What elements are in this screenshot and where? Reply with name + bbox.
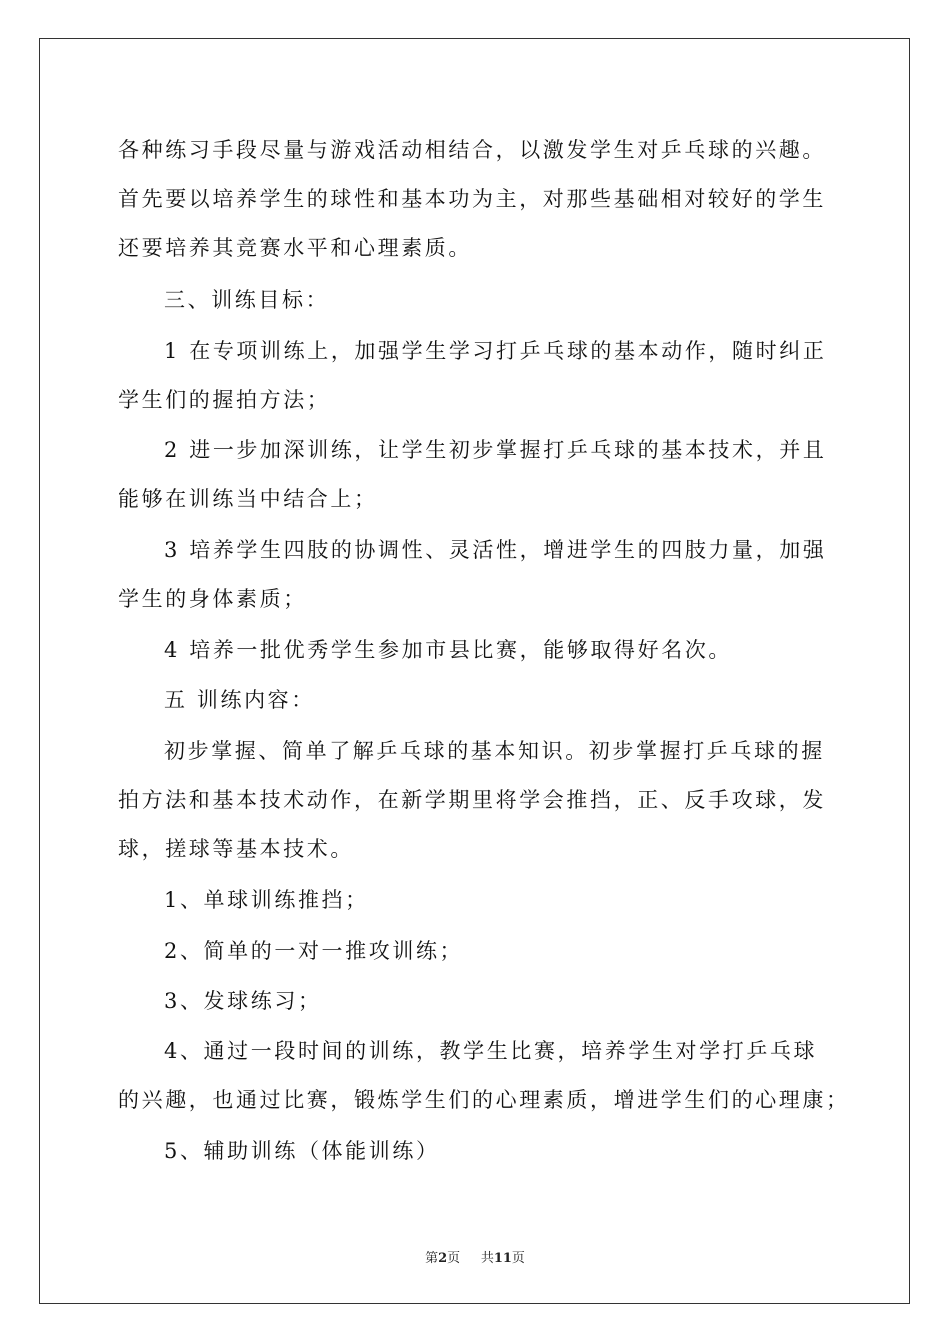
text-line: 各种练习手段尽量与游戏活动相结合，以激发学生对乒乓球的兴趣。 <box>118 138 826 162</box>
section-heading: 三、训练目标： <box>164 288 330 312</box>
text-line: 拍方法和基本技术动作，在新学期里将学会推挡，正、反手攻球，发 <box>118 788 826 812</box>
text-line: 球，搓球等基本技术。 <box>118 837 354 861</box>
page-label-prefix: 第 <box>425 1251 439 1266</box>
list-item: 4、通过一段时间的训练，教学生比赛，培养学生对学打乒乓球 <box>164 1039 818 1063</box>
text-line: 学生们的握拍方法； <box>118 388 331 412</box>
text-line: 1 在专项训练上，加强学生学习打乒乓球的基本动作，随时纠正 <box>164 339 827 363</box>
list-item: 2、简单的一对一推攻训练； <box>164 939 464 963</box>
text-line: 的兴趣，也通过比赛，锻炼学生们的心理素质，增进学生们的心理康； <box>118 1088 850 1112</box>
total-label-prefix: 共 <box>480 1251 494 1266</box>
text-line: 能够在训练当中结合上； <box>118 487 378 511</box>
total-pages: 11 <box>493 1251 512 1266</box>
page-label-suffix: 页 <box>447 1251 461 1266</box>
list-item: 5、辅助训练（体能训练） <box>164 1139 440 1163</box>
total-label-suffix: 页 <box>511 1251 525 1266</box>
page-number: 2 <box>438 1251 448 1266</box>
text-line: 初步掌握、简单了解乒乓球的基本知识。初步掌握打乒乓球的握 <box>164 739 825 763</box>
text-line: 4 培养一批优秀学生参加市县比赛，能够取得好名次。 <box>164 638 733 662</box>
text-line: 2 进一步加深训练，让学生初步掌握打乒乓球的基本技术，并且 <box>164 438 827 462</box>
text-line: 学生的身体素质； <box>118 587 307 611</box>
list-item: 3、发球练习； <box>164 989 322 1013</box>
section-heading: 五 训练内容： <box>164 688 315 712</box>
list-item: 1、单球训练推挡； <box>164 888 369 912</box>
text-line: 还要培养其竞赛水平和心理素质。 <box>118 236 472 260</box>
page-footer <box>0 1247 950 1266</box>
text-line: 3 培养学生四肢的协调性、灵活性，增进学生的四肢力量，加强 <box>164 538 827 562</box>
text-line: 首先要以培养学生的球性和基本功为主，对那些基础相对较好的学生 <box>118 187 826 211</box>
